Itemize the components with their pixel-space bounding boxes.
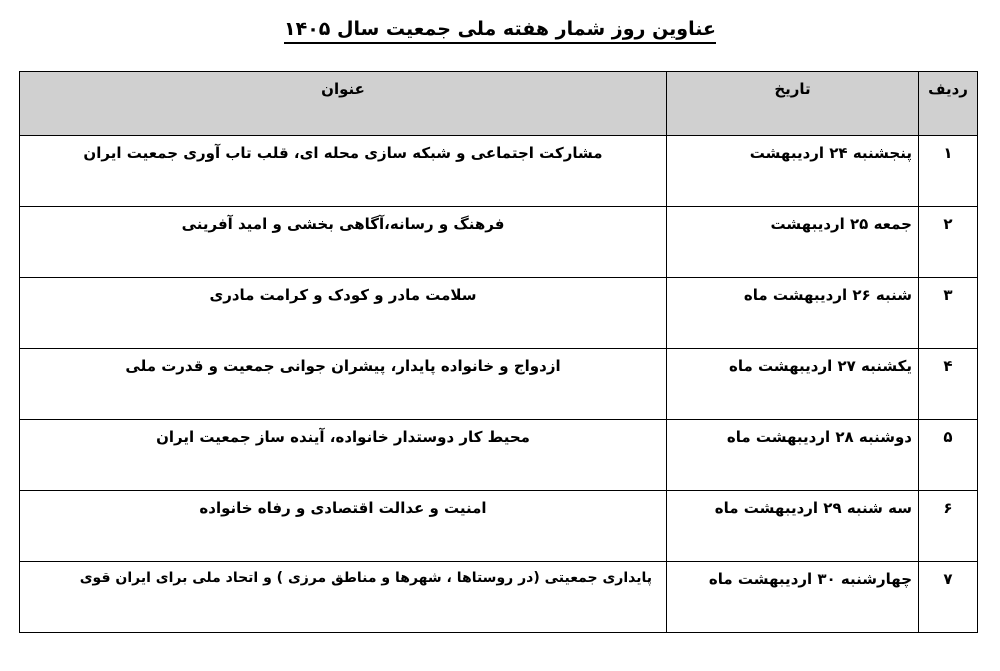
row-number: ۲ — [919, 207, 978, 278]
row-number: ۶ — [919, 491, 978, 562]
schedule-table — [19, 71, 978, 633]
row-date: جمعه ۲۵ اردیبهشت — [667, 207, 919, 278]
row-number: ۷ — [919, 562, 978, 633]
row-number: ۵ — [919, 420, 978, 491]
page-title — [0, 18, 1000, 40]
table-header — [20, 72, 978, 136]
row-subject: فرهنگ و رسانه،آگاهی بخشی و امید آفرینی — [20, 207, 667, 278]
row-date: شنبه ۲۶ اردیبهشت ماه — [667, 278, 919, 349]
row-date: یکشنبه ۲۷ اردیبهشت ماه — [667, 349, 919, 420]
row-number: ۳ — [919, 278, 978, 349]
table-row — [20, 207, 978, 278]
page-title-text: عناوین روز شمار هفته ملی جمعیت سال ۱۴۰۵ — [284, 18, 716, 44]
row-number: ۱ — [919, 136, 978, 207]
table-row — [20, 420, 978, 491]
header-row — [20, 72, 978, 136]
header-row-number: ردیف — [919, 72, 978, 136]
row-subject: پایداری جمعیتی (در روستاها ، شهرها و مناطق مرزی ) و اتحاد ملی برای ایران قوی — [20, 562, 667, 633]
row-date: دوشنبه ۲۸ اردیبهشت ماه — [667, 420, 919, 491]
row-subject: مشارکت اجتماعی و شبکه سازی محله ای، قلب تاب آوری جمعیت ایران — [20, 136, 667, 207]
table-row — [20, 491, 978, 562]
table-row — [20, 349, 978, 420]
row-subject: محیط کار دوستدار خانواده، آینده ساز جمعیت ایران — [20, 420, 667, 491]
row-date: چهارشنبه ۳۰ اردیبهشت ماه — [667, 562, 919, 633]
row-number: ۴ — [919, 349, 978, 420]
row-subject: ازدواج و خانواده پایدار، پیشران جوانی جمعیت و قدرت ملی — [20, 349, 667, 420]
header-subject: عنوان — [20, 72, 667, 136]
row-subject: امنیت و عدالت اقتصادی و رفاه خانواده — [20, 491, 667, 562]
table-row — [20, 278, 978, 349]
row-date: پنجشنبه ۲۴ اردیبهشت — [667, 136, 919, 207]
table-body — [20, 136, 978, 633]
row-subject: سلامت مادر و کودک و کرامت مادری — [20, 278, 667, 349]
header-date: تاریخ — [667, 72, 919, 136]
row-date: سه شنبه ۲۹ اردیبهشت ماه — [667, 491, 919, 562]
table-row — [20, 136, 978, 207]
table-row — [20, 562, 978, 633]
